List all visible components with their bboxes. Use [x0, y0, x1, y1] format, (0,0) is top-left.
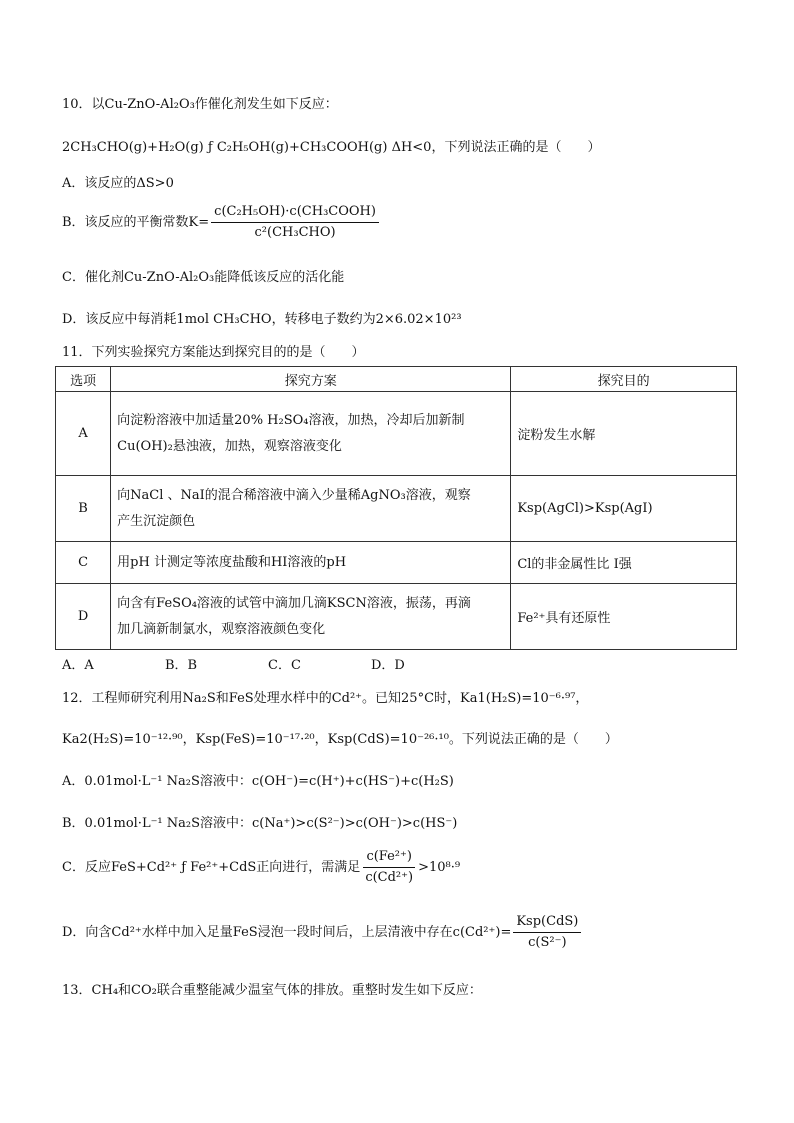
- q10-option-a: A．该反应的ΔS>0: [62, 176, 174, 191]
- table-header-row: [56, 367, 737, 392]
- q12-option-c-denominator: c(Cd²⁺): [365, 870, 414, 885]
- row-goal: Ksp(AgCl)>Ksp(AgI): [511, 476, 737, 542]
- header-option: 选项: [56, 367, 111, 392]
- table-row: [56, 476, 737, 542]
- table-row: [56, 542, 737, 584]
- q12-option-b: B．0.01mol·L⁻¹ Na₂S溶液中：c(Na⁺)>c(S²⁻)>c(OH⁻)>c(HS⁻): [62, 816, 458, 831]
- q10-option-b-numerator: c(C₂H₅OH)·c(CH₃COOH): [211, 204, 379, 223]
- q10-option-c: C．催化剂Cu-ZnO-Al₂O₃能降低该反应的活化能: [62, 270, 345, 285]
- row-goal: Fe²⁺具有还原性: [511, 584, 737, 650]
- q12-option-c: [62, 849, 460, 886]
- row-option: B: [56, 476, 111, 542]
- q12-option-c-numerator: c(Fe²⁺): [363, 849, 415, 868]
- q10-option-b: [62, 204, 381, 241]
- row-plan-line: 用pH 计测定等浓度盐酸和HI溶液的pH: [117, 554, 347, 570]
- row-option: A: [56, 392, 111, 476]
- q12-option-d-prefix: D．向含Cd²⁺水样中加入足量FeS浸泡一段时间后，上层清液中存在c(Cd²⁺)=: [62, 925, 512, 940]
- row-goal: 淀粉发生水解: [511, 392, 737, 476]
- q10-option-b-prefix: B．该反应的平衡常数K=: [62, 215, 210, 230]
- q12-option-a: A．0.01mol·L⁻¹ Na₂S溶液中：c(OH⁻)=c(H⁺)+c(HS⁻)+c(H₂S): [62, 774, 454, 789]
- row-plan-line: 向含有FeSO₄溶液的试管中滴加几滴KSCN溶液，振荡，再滴: [117, 595, 471, 611]
- row-plan: [111, 584, 511, 650]
- row-plan: [111, 392, 511, 476]
- q11-choice-c: C．C: [268, 658, 301, 673]
- row-plan-line: 产生沉淀颜色: [117, 513, 196, 529]
- row-goal: Cl的非金属性比 I强: [511, 542, 737, 584]
- q10-option-b-denominator: c²(CH₃CHO): [254, 225, 336, 240]
- q11-choice-d: D．D: [371, 658, 405, 673]
- header-goal: 探究目的: [511, 367, 737, 392]
- q10-option-d: D．该反应中每消耗1mol CH₃CHO，转移电子数约为2×6.02×10²³: [62, 312, 462, 327]
- q12-option-d-fraction: [513, 914, 581, 951]
- row-option: D: [56, 584, 111, 650]
- q10-equation: 2CH₃CHO(g)+H₂O(g) ƒ C₂H₅OH(g)+CH₃COOH(g) ΔH<0，下列说法正确的是（ ）: [62, 140, 601, 155]
- row-plan: [111, 476, 511, 542]
- q12-option-c-fraction: [362, 849, 416, 886]
- q11-stem: 11．下列实验探究方案能达到探究目的的是（ ）: [62, 345, 365, 360]
- q10-stem: 10．以Cu-ZnO-Al₂O₃作催化剂发生如下反应：: [62, 97, 338, 112]
- table-row: [56, 392, 737, 476]
- header-plan: 探究方案: [111, 367, 511, 392]
- row-option: C: [56, 542, 111, 584]
- q11-choice-b: B．B: [165, 658, 198, 673]
- row-plan-line: Cu(OH)₂悬浊液，加热，观察溶液变化: [117, 438, 342, 454]
- q12-stem-line-2: Ka2(H₂S)=10⁻¹²·⁹⁰，Ksp(FeS)=10⁻¹⁷·²⁰，Ksp(CdS)=10⁻²⁶·¹⁰。下列说法正确的是（ ）: [62, 732, 618, 747]
- table-row: [56, 584, 737, 650]
- q11-choices: [62, 657, 474, 675]
- q12-stem-line-1: 12．工程师研究利用Na₂S和FeS处理水样中的Cd²⁺。已知25°C时，Ka1(H₂S)=10⁻⁶·⁹⁷，: [62, 691, 589, 706]
- q12-option-d-numerator: Ksp(CdS): [513, 914, 581, 933]
- q11-choice-a: A．A: [62, 658, 94, 673]
- q13-stem: 13．CH₄和CO₂联合重整能减少温室气体的排放。重整时发生如下反应：: [62, 983, 482, 998]
- row-plan-line: 加几滴新制氯水，观察溶液颜色变化: [117, 621, 326, 637]
- q10-option-b-fraction: [211, 204, 379, 241]
- q12-option-d: [62, 914, 583, 951]
- q12-option-c-prefix: C．反应FeS+Cd²⁺ ƒ Fe²⁺+CdS正向进行，需满足: [62, 860, 361, 875]
- q12-option-d-denominator: c(S²⁻): [528, 935, 567, 950]
- row-plan: [111, 542, 511, 584]
- q12-option-c-suffix: >10⁸·⁹: [418, 860, 461, 875]
- row-plan-line: 向淀粉溶液中加适量20% H₂SO₄溶液，加热，冷却后加新制: [117, 412, 465, 428]
- q11-table: [55, 366, 737, 650]
- row-plan-line: 向NaCl 、NaI的混合稀溶液中滴入少量稀AgNO₃溶液，观察: [117, 487, 471, 503]
